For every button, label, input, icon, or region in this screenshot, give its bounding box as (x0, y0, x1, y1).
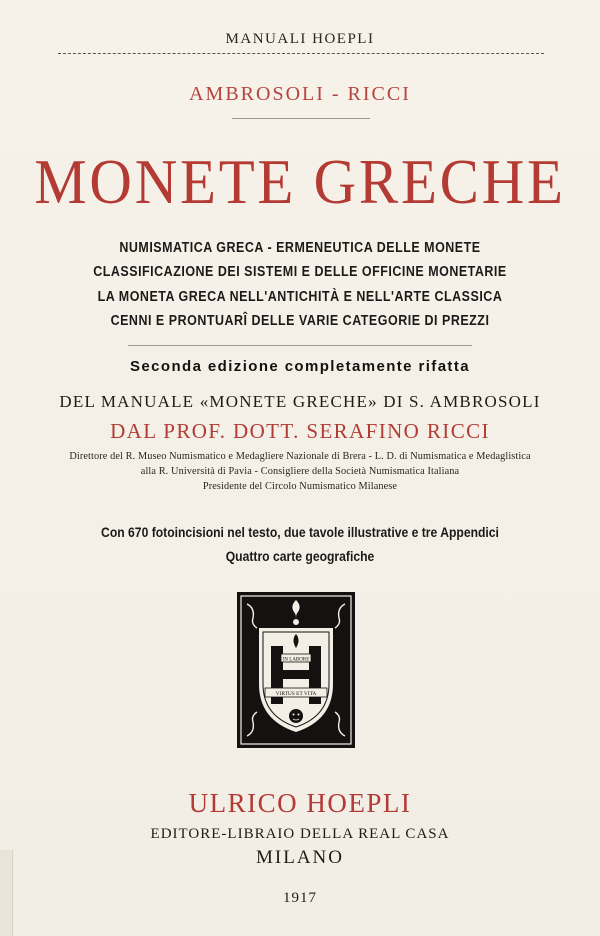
publisher-mark-icon (237, 592, 355, 748)
edition-statement: Seconda edizione completamente rifatta (130, 358, 470, 375)
illustrations-line-2: Quattro carte geografiche (225, 549, 375, 564)
svg-text:VIRTUS ET VITA: VIRTUS ET VITA (275, 691, 317, 697)
book-title: MONETE GRECHE (34, 146, 566, 217)
subtitle-line-4: CENNI E PRONTUARÎ DELLE VARIE CATEGORIE DI PREZZI (110, 313, 490, 329)
top-rule (58, 53, 544, 54)
authors: AMBROSOLI - RICCI (189, 83, 411, 105)
illustrations-line-1: Con 670 fotoincisioni nel testo, due tavole illustrative e tre Appendici (101, 525, 499, 540)
subtitle-line-1: NUMISMATICA GRECA - ERMENEUTICA DELLE MONETE (119, 240, 481, 256)
manuale-line: DEL MANUALE «MONETE GRECHE» DI S. AMBROSOLI (59, 392, 541, 411)
subtitle-line-2: CLASSIFICAZIONE DEI SISTEMI E DELLE OFFICINE MONETARIE (93, 264, 507, 280)
subtitle-rule (128, 345, 472, 346)
publisher-role: EDITORE-LIBRAIO DELLA REAL CASA (150, 826, 450, 842)
svg-text:IN LABORE: IN LABORE (282, 657, 310, 663)
authors-rule (232, 118, 370, 119)
author-credit-1: Direttore del R. Museo Numismatico e Medagliere Nazionale di Brera - L. D. di Numismatica e Medaglistica (69, 451, 531, 462)
series-name: MANUALI HOEPLI (225, 31, 375, 47)
publisher-name: ULRICO HOEPLI (188, 788, 412, 818)
publication-city: MILANO (256, 847, 344, 868)
page-edge (0, 850, 13, 936)
author-credit-2: alla R. Università di Pavia - Consigliere della Società Numismatica Italiana (140, 466, 460, 477)
author-byline: DAL PROF. DOTT. SERAFINO RICCI (110, 419, 490, 443)
author-credit-3: Presidente del Circolo Numismatico Milanese (202, 481, 398, 492)
subtitle-line-3: LA MONETA GRECA NELL'ANTICHITÀ E NELL'ARTE CLASSICA (97, 289, 503, 305)
publication-year: 1917 (283, 890, 317, 906)
